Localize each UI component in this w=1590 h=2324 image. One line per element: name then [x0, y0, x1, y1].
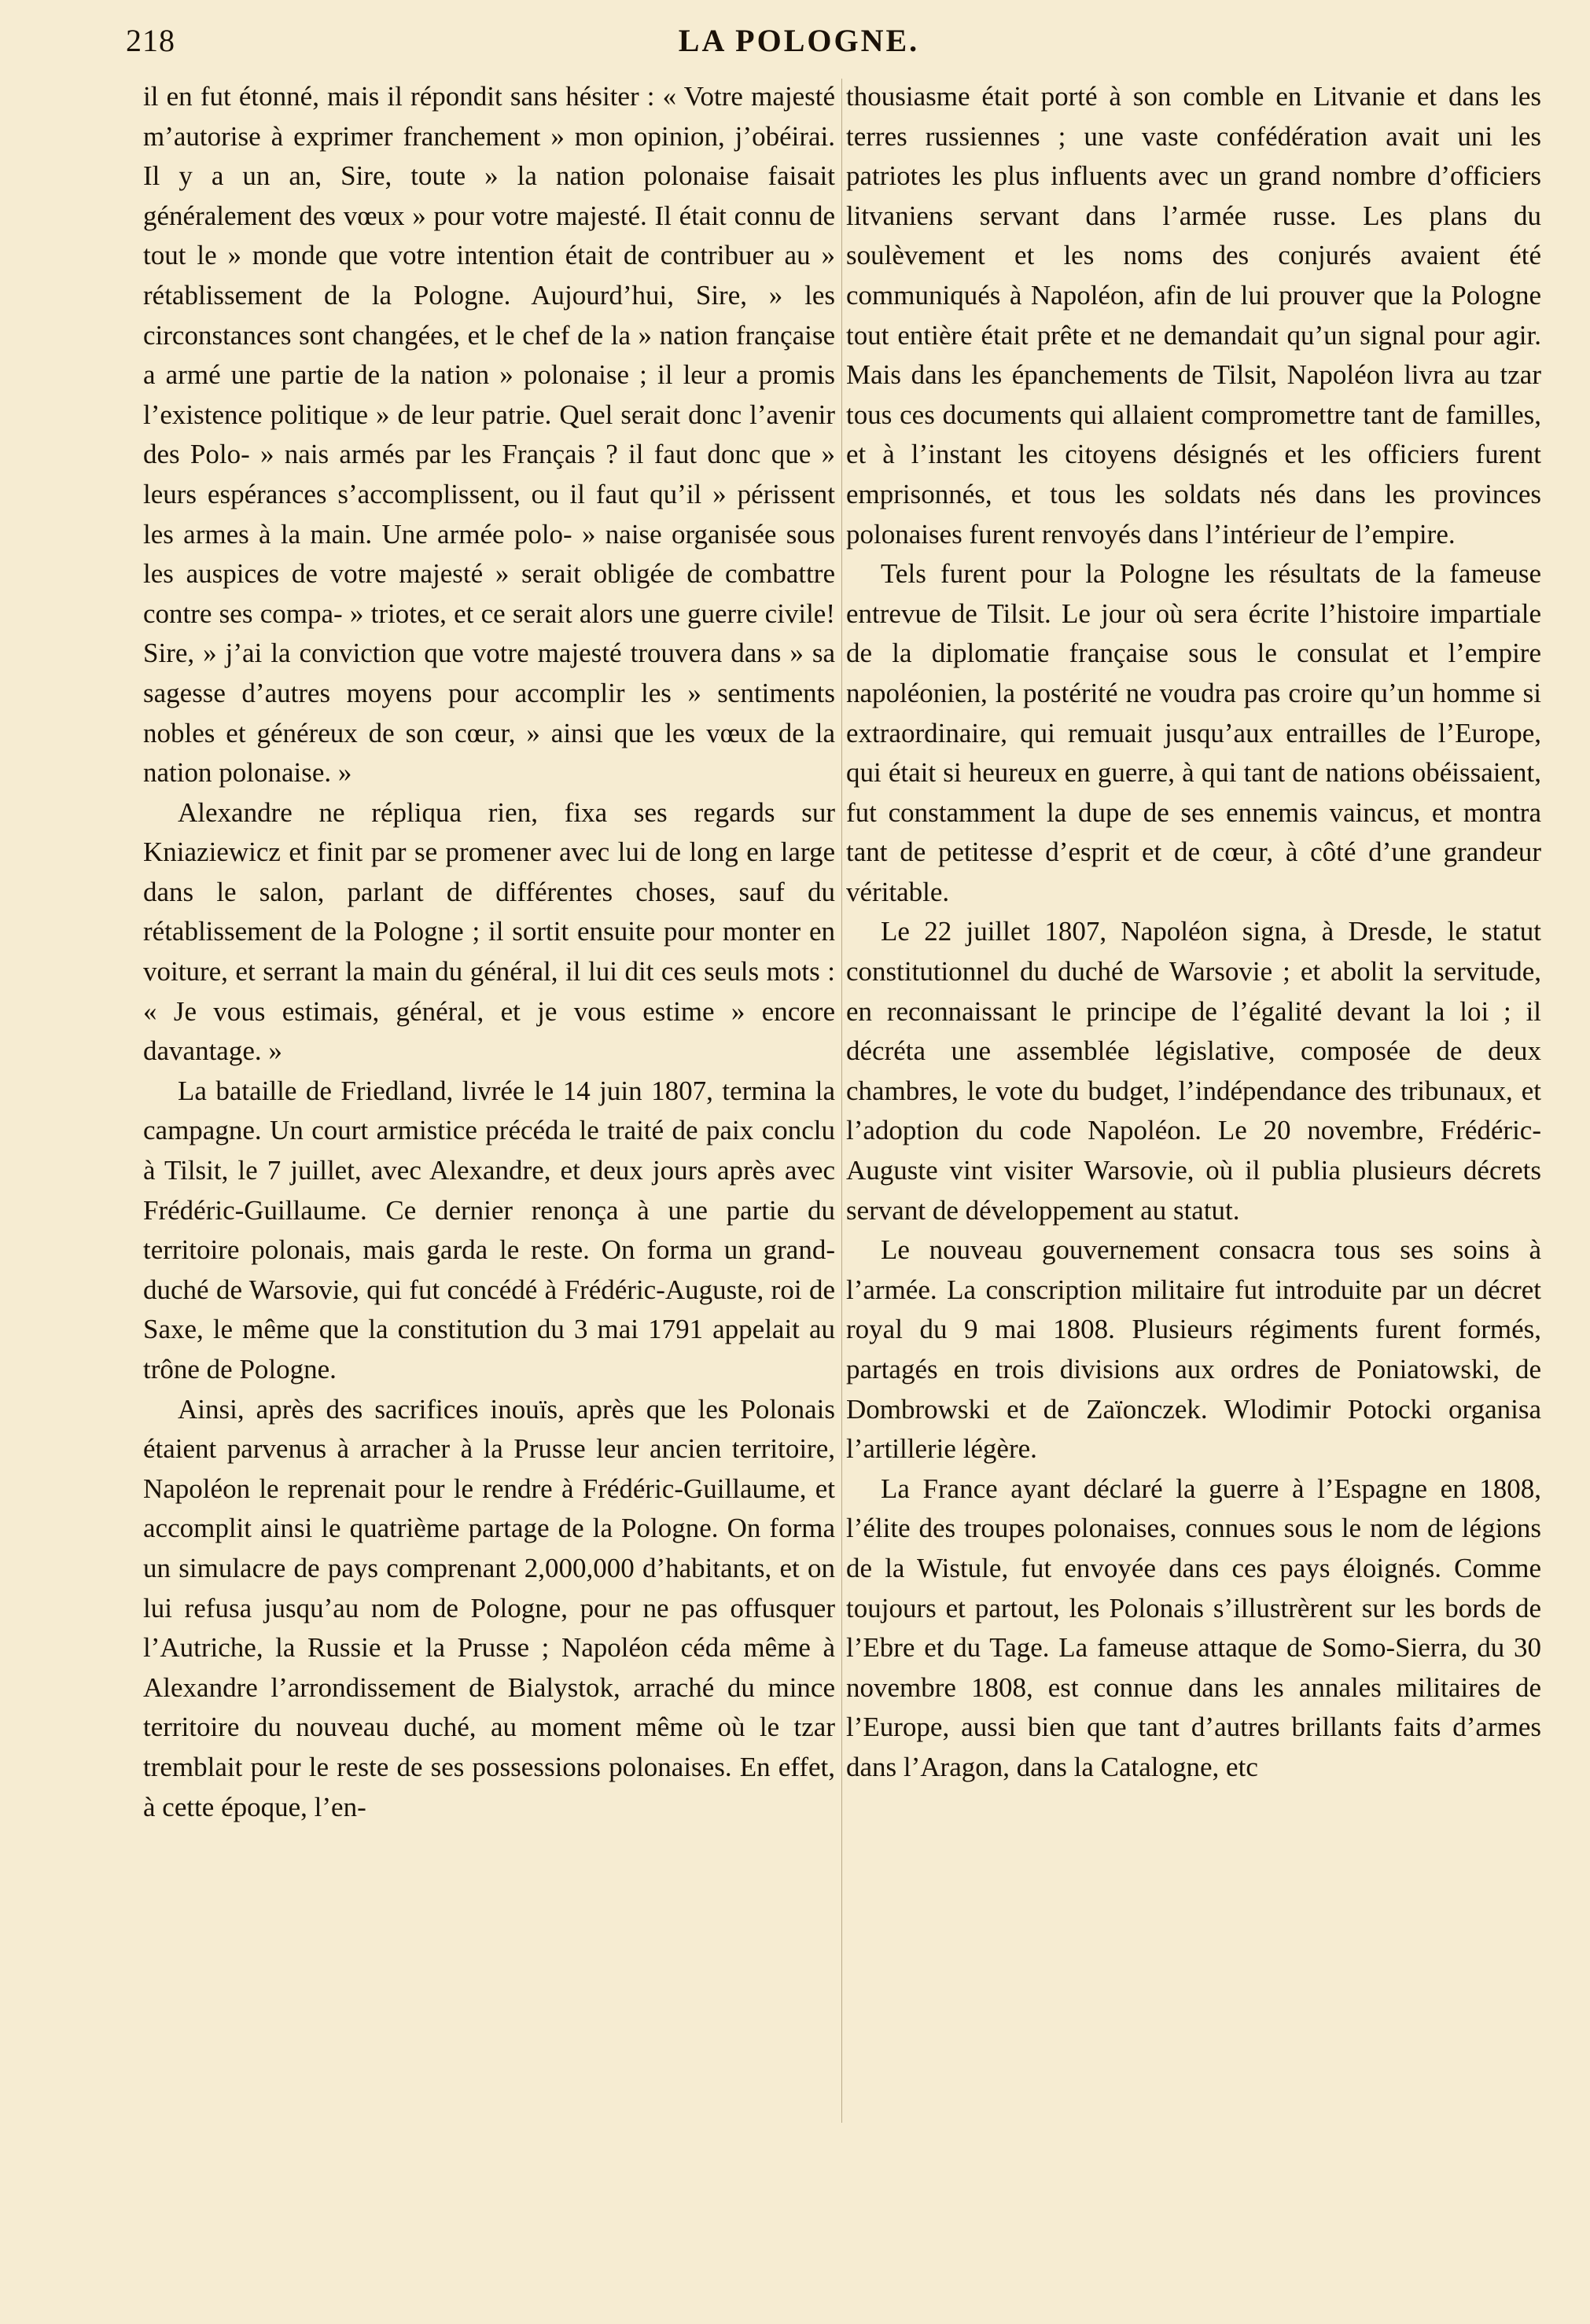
paragraph: il en fut étonné, mais il répondit sans hésiter : « Votre majesté m’autorise à exprimer franchement » mon opinion, j’obéirai. Il y a un an, Sire, toute » la nation polonaise faisait généralement des vœux » pour votre majesté. Il était connu de tout le » monde que votre intention était de contribuer au » rétablissement de la Pologne. Aujourd’hui, Sire, » les circonstances sont changées, et le chef de la » nation française a armé une partie de la nation » polonaise ; il leur a promis l’existence politique » de leur patrie. Quel serait donc l’avenir des Polo- » nais armés par les Français ? il faut donc que » leurs espérances s’accomplissent, ou il faut qu’il » périssent les armes à la main. Une armée polo- » naise organisée sous les auspices de votre majesté » serait obligée de combattre contre ses compa- » triotes, et ce serait alors une guerre civile! Sire, » j’ai la conviction que votre majesté trouvera dans » sa sagesse d’autres moyens pour accomplir les » sentiments nobles et généreux de son cœur, » ainsi que les vœux de la nation polonaise. » [143, 81, 835, 789]
paragraph: Le 22 juillet 1807, Napoléon signa, à Dresde, le statut constitutionnel du duché de Warsovie ; et abolit la servitude, en reconnaissant le principe de l’égalité devant la loi ; il décréta une assemblée législative, composée de deux chambres, le vote du budget, l’indépendance des tribunaux, et l’adoption du code Napoléon. Le 20 novembre, Frédéric-Auguste vint visiter Warsovie, où il publia plusieurs décrets servant de développement au statut. [846, 916, 1541, 1226]
left-column [143, 77, 835, 1827]
paragraph: Ainsi, après des sacrifices inouïs, après que les Polonais étaient parvenus à arracher à la Prusse leur ancien territoire, Napoléon le reprenait pour le rendre à Frédéric-Guillaume, et accomplit ainsi le quatrième partage de la Pologne. On forma un simulacre de pays comprenant 2,000,000 d’habitants, et on lui refusa jusqu’au nom de Pologne, pour ne pas offusquer l’Autriche, la Russie et la Prusse ; Napoléon céda même à Alexandre l’arrondissement de Bialystok, arraché du mince territoire du nouveau duché, au moment même où le tzar tremblait pour le reste de ses possessions polonaises. En effet, à cette époque, l’en- [143, 1393, 835, 1822]
paragraph: La bataille de Friedland, livrée le 14 juin 1807, termina la campagne. Un court armistice précéda le traité de paix conclu à Tilsit, le 7 juillet, avec Alexandre, et deux jours après avec Frédéric-Guillaume. Ce dernier renonça à une partie du territoire polonais, mais garda le reste. On forma un grand-duché de Warsovie, qui fut concédé à Frédéric-Auguste, roi de Saxe, le même que la constitution du 3 mai 1791 appelait au trône de Pologne. [143, 1075, 835, 1384]
page-header [126, 22, 1472, 69]
right-column [846, 77, 1541, 1788]
paragraph: La France ayant déclaré la guerre à l’Espagne en 1808, l’élite des troupes polonaises, connues sous le nom de légions de la Wistule, fut envoyée dans ces pays éloignés. Comme toujours et partout, les Polonais s’illustrèrent sur les bords de l’Ebre et du Tage. La fameuse attaque de Somo-Sierra, du 30 novembre 1808, est connue dans les annales militaires de l’Europe, aussi bien que tant d’autres brillants faits d’armes dans l’Aragon, dans la Catalogne, etc [846, 1473, 1541, 1782]
running-title: LA POLOGNE. [678, 23, 920, 58]
paragraph: thousiasme était porté à son comble en Litvanie et dans les terres russiennes ; une vaste confédération avait uni les patriotes les plus influents avec un grand nombre d’officiers litvaniens servant dans l’armée russe. Les plans du soulèvement et les noms des conjurés avaient été communiqués à Napoléon, afin de lui prouver que la Pologne tout entière était prête et ne demandait qu’un signal pour agir. Mais dans les épanchements de Tilsit, Napoléon livra au tzar tous ces documents qui allaient compromettre tant de familles, et à l’instant les citoyens désignés et les officiers furent emprisonnés, et tous les soldats nés dans les provinces polonaises furent renvoyés dans l’intérieur de l’empire. [846, 81, 1541, 550]
paragraph: Alexandre ne répliqua rien, fixa ses regards sur Kniaziewicz et finit par se promener avec lui de long en large dans le salon, parlant de différentes choses, sauf du rétablissement de la Pologne ; il sortit ensuite pour monter en voiture, et serrant la main du général, il lui dit ces seuls mots : « Je vous estimais, général, et je vous estime » encore davantage. » [143, 796, 835, 1067]
column-divider [841, 79, 842, 2123]
paragraph: Le nouveau gouvernement consacra tous ses soins à l’armée. La conscription militaire fut introduite par un décret royal du 9 mai 1808. Plusieurs régiments furent formés, partagés en trois divisions aux ordres de Poniatowski, de Dombrowski et de Zaïonczek. Wlodimir Potocki organisa l’artillerie légère. [846, 1234, 1541, 1465]
page-number: 218 [126, 23, 175, 58]
paragraph: Tels furent pour la Pologne les résultats de la fameuse entrevue de Tilsit. Le jour où sera écrite l’histoire impartiale de la diplomatie française sous le consulat et l’empire napoléonien, la postérité ne voudra pas croire qu’un homme si extraordinaire, qui remuait jusqu’aux entrailles de l’Europe, qui était si heureux en guerre, à qui tant de nations obéissaient, fut constamment la dupe de ses ennemis vaincus, et montra tant de petitesse d’esprit et de cœur, à côté d’une grandeur véritable. [846, 558, 1541, 907]
